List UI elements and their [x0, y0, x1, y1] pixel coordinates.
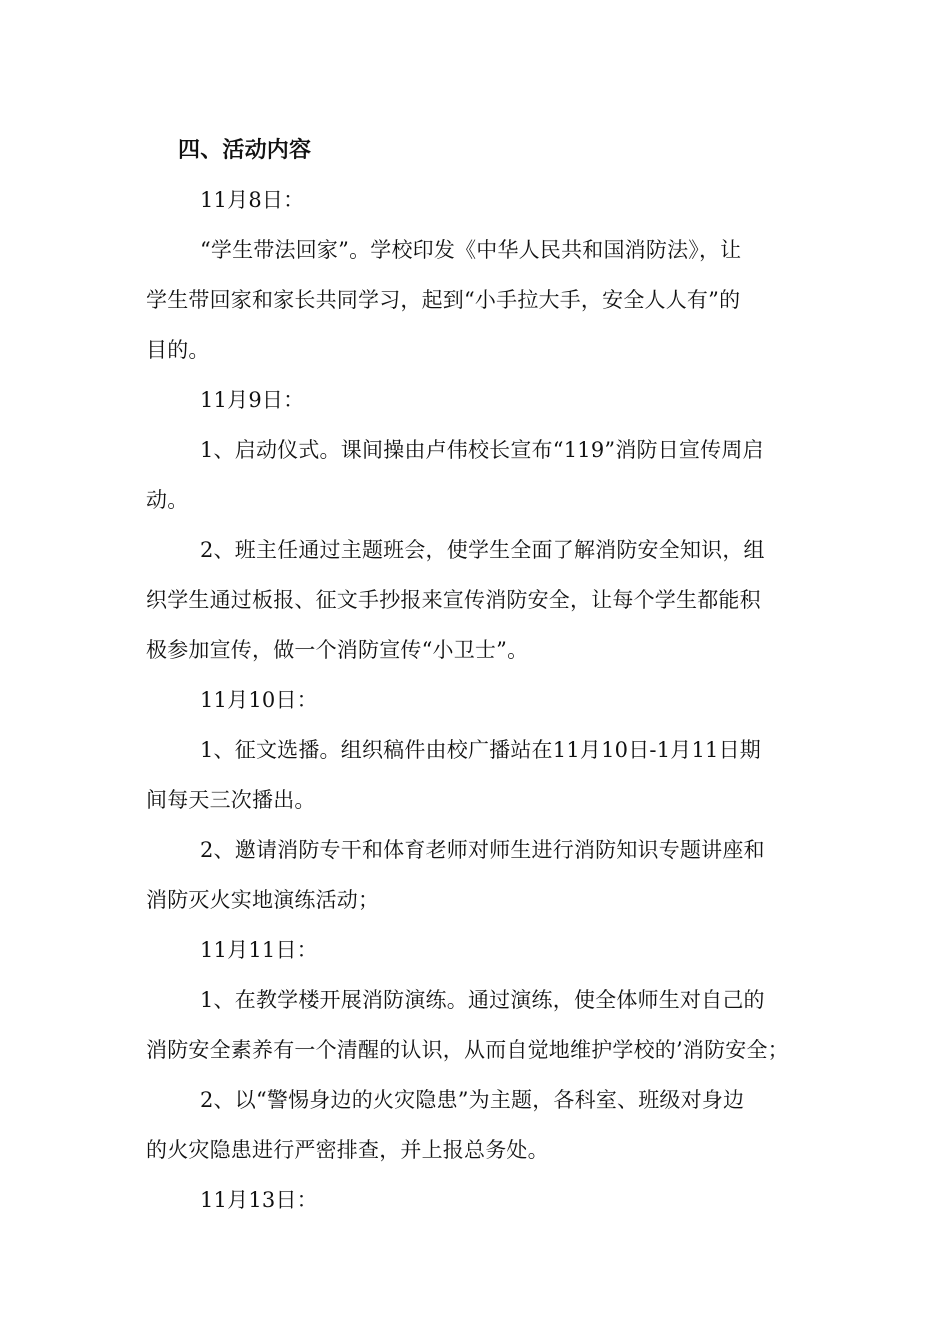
- date-label: 11月11日：: [200, 938, 318, 962]
- paragraph-line: 织学生通过板报、征文手抄报来宣传消防安全，让每个学生都能积: [146, 588, 761, 612]
- date-label: 11月8日：: [200, 188, 305, 212]
- paragraph-line: 1、启动仪式。课间操由卢伟校长宣布“119”消防日宣传周启: [200, 438, 764, 462]
- paragraph-line: 的火灾隐患进行严密排查，并上报总务处。: [146, 1138, 549, 1162]
- paragraph-line: 动。: [146, 488, 189, 512]
- paragraph-line: 消防灭火实地演练活动；: [146, 888, 380, 912]
- paragraph-line: 1、在教学楼开展消防演练。通过演练，使全体师生对自己的: [200, 988, 765, 1012]
- section-heading: 四、活动内容: [178, 138, 312, 163]
- date-label: 11月13日：: [200, 1188, 318, 1212]
- paragraph-line: “学生带法回家”。学校印发《中华人民共和国消防法》，让: [200, 238, 742, 262]
- paragraph-line: 极参加宣传，做一个消防宣传“小卫士”。: [146, 638, 529, 662]
- paragraph-line: 2、班主任通过主题班会，使学生全面了解消防安全知识，组: [200, 538, 765, 562]
- paragraph-line: 间每天三次播出。: [146, 788, 316, 812]
- paragraph-line: 2、以“警惕身边的火灾隐患”为主题，各科室、班级对身边: [200, 1088, 745, 1112]
- paragraph-line: 目的。: [146, 338, 210, 362]
- date-label: 11月9日：: [200, 388, 305, 412]
- paragraph-line: 学生带回家和家长共同学习，起到“小手拉大手，安全人人有”的: [146, 288, 741, 312]
- paragraph-line: 2、邀请消防专干和体育老师对师生进行消防知识专题讲座和: [200, 838, 765, 862]
- paragraph-line: 消防安全素养有一个清醒的认识，从而自觉地维护学校的’消防安全；: [146, 1038, 789, 1062]
- date-label: 11月10日：: [200, 688, 318, 712]
- paragraph-line: 1、征文选播。组织稿件由校广播站在11月10日-1月11日期: [200, 738, 761, 762]
